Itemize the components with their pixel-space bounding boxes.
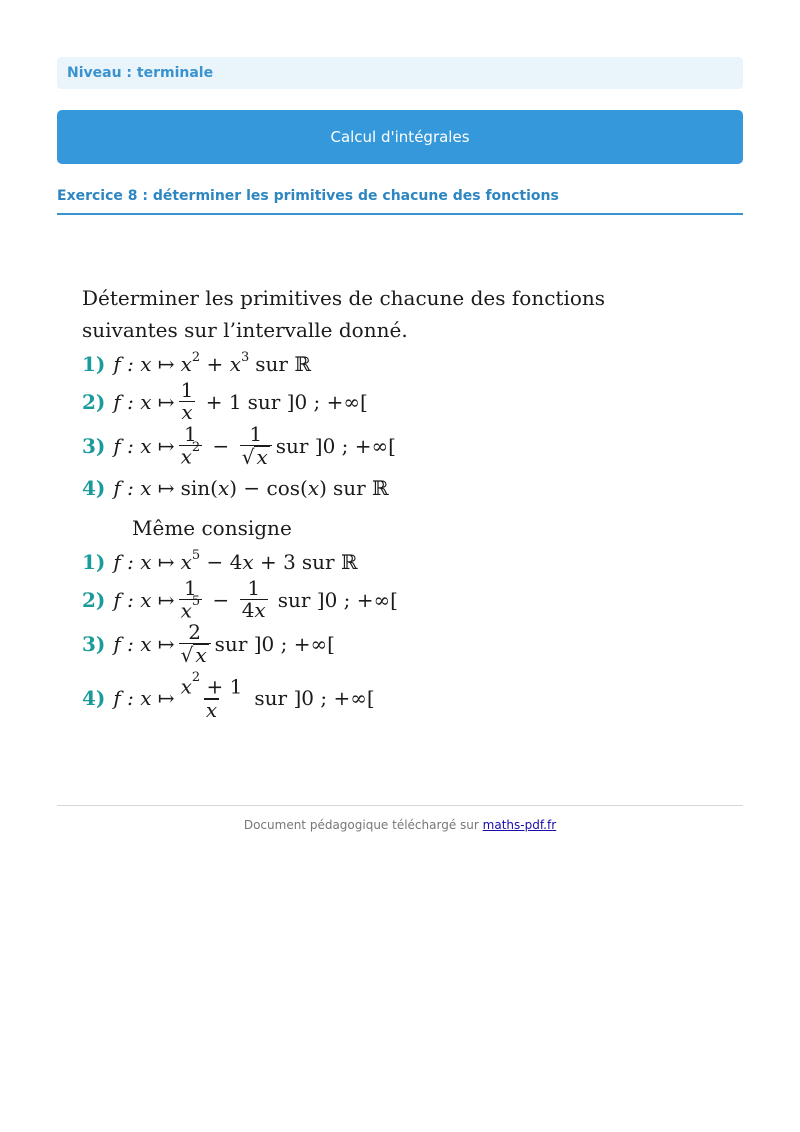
level-label: Niveau : terminale	[67, 65, 214, 81]
formula: $\frac{1}{x}$ + 1	[180, 378, 242, 424]
intro-line-2	[82, 318, 408, 342]
formula: 2 √ x	[175, 622, 215, 666]
intro-text-2: suivantes sur l’intervalle donné.	[82, 318, 408, 342]
set1-item-3	[82, 424, 396, 468]
set2-item-4	[82, 670, 375, 722]
formula: $\frac{1}{x^2}$ − 1 √ x	[175, 424, 276, 468]
function-lead: f : x ↦	[113, 550, 175, 574]
function-lead: f : x ↦	[113, 587, 175, 612]
set2-item-3	[82, 622, 335, 666]
function-lead: f : x ↦	[113, 686, 175, 711]
footer	[57, 818, 743, 832]
interval: sur ]0 ; +∞[	[275, 434, 396, 458]
function-lead: f : x ↦	[113, 476, 175, 500]
function-lead: f : x ↦	[113, 389, 175, 414]
interval: sur ]0 ; +∞[	[247, 389, 368, 414]
item-number: 2)	[82, 587, 106, 612]
function-lead: f : x ↦	[113, 434, 175, 458]
interval: sur ℝ	[255, 352, 311, 376]
interval: sur ℝ	[332, 476, 389, 500]
level-badge	[57, 57, 743, 89]
interval: sur ]0 ; +∞[	[254, 686, 375, 711]
exercise-heading	[57, 185, 743, 215]
same-instruction-text: Même consigne	[132, 516, 292, 540]
set1-item-4	[82, 476, 389, 500]
footer-link[interactable]: maths-pdf.fr	[482, 818, 557, 832]
intro-line-1	[82, 286, 605, 310]
set1-item-1	[82, 349, 311, 376]
function-lead: f : x ↦	[113, 352, 175, 376]
set2-item-1	[82, 547, 358, 574]
formula: $\frac{x^2 + 1}{x}$	[180, 670, 243, 722]
interval: sur ℝ	[301, 550, 358, 574]
formula: sin( x ) − cos( x )	[180, 476, 327, 500]
title-banner	[57, 110, 743, 164]
footer-divider	[57, 805, 743, 806]
exercise-statement	[70, 280, 610, 740]
item-number: 3)	[82, 632, 106, 656]
footer-text: Document pédagogique téléchargé sur	[243, 818, 479, 832]
item-number: 1)	[82, 550, 106, 574]
item-number: 2)	[82, 389, 106, 414]
function-lead: f : x ↦	[113, 632, 175, 656]
interval: sur ]0 ; +∞[	[277, 587, 398, 612]
set1-item-2	[82, 380, 368, 423]
formula: x 5 − 4 x + 3	[180, 547, 296, 574]
same-instruction	[132, 516, 292, 540]
item-number: 4)	[82, 686, 106, 711]
exercise-heading-text: Exercice 8 : déterminer les primitives de chacune des fonctions	[57, 188, 559, 204]
item-number: 4)	[82, 476, 106, 500]
page-title: Calcul d'intégrales	[330, 128, 470, 146]
formula: $\frac{1}{x^5}$ − $\frac{1}{4x}$	[180, 576, 266, 623]
formula: x 2 + x 3	[180, 349, 250, 376]
set2-item-2	[82, 578, 398, 622]
item-number: 1)	[82, 352, 106, 376]
interval: sur ]0 ; +∞[	[214, 632, 335, 656]
item-number: 3)	[82, 434, 106, 458]
intro-text-1: Déterminer les primitives de chacune des fonctions	[82, 286, 606, 310]
